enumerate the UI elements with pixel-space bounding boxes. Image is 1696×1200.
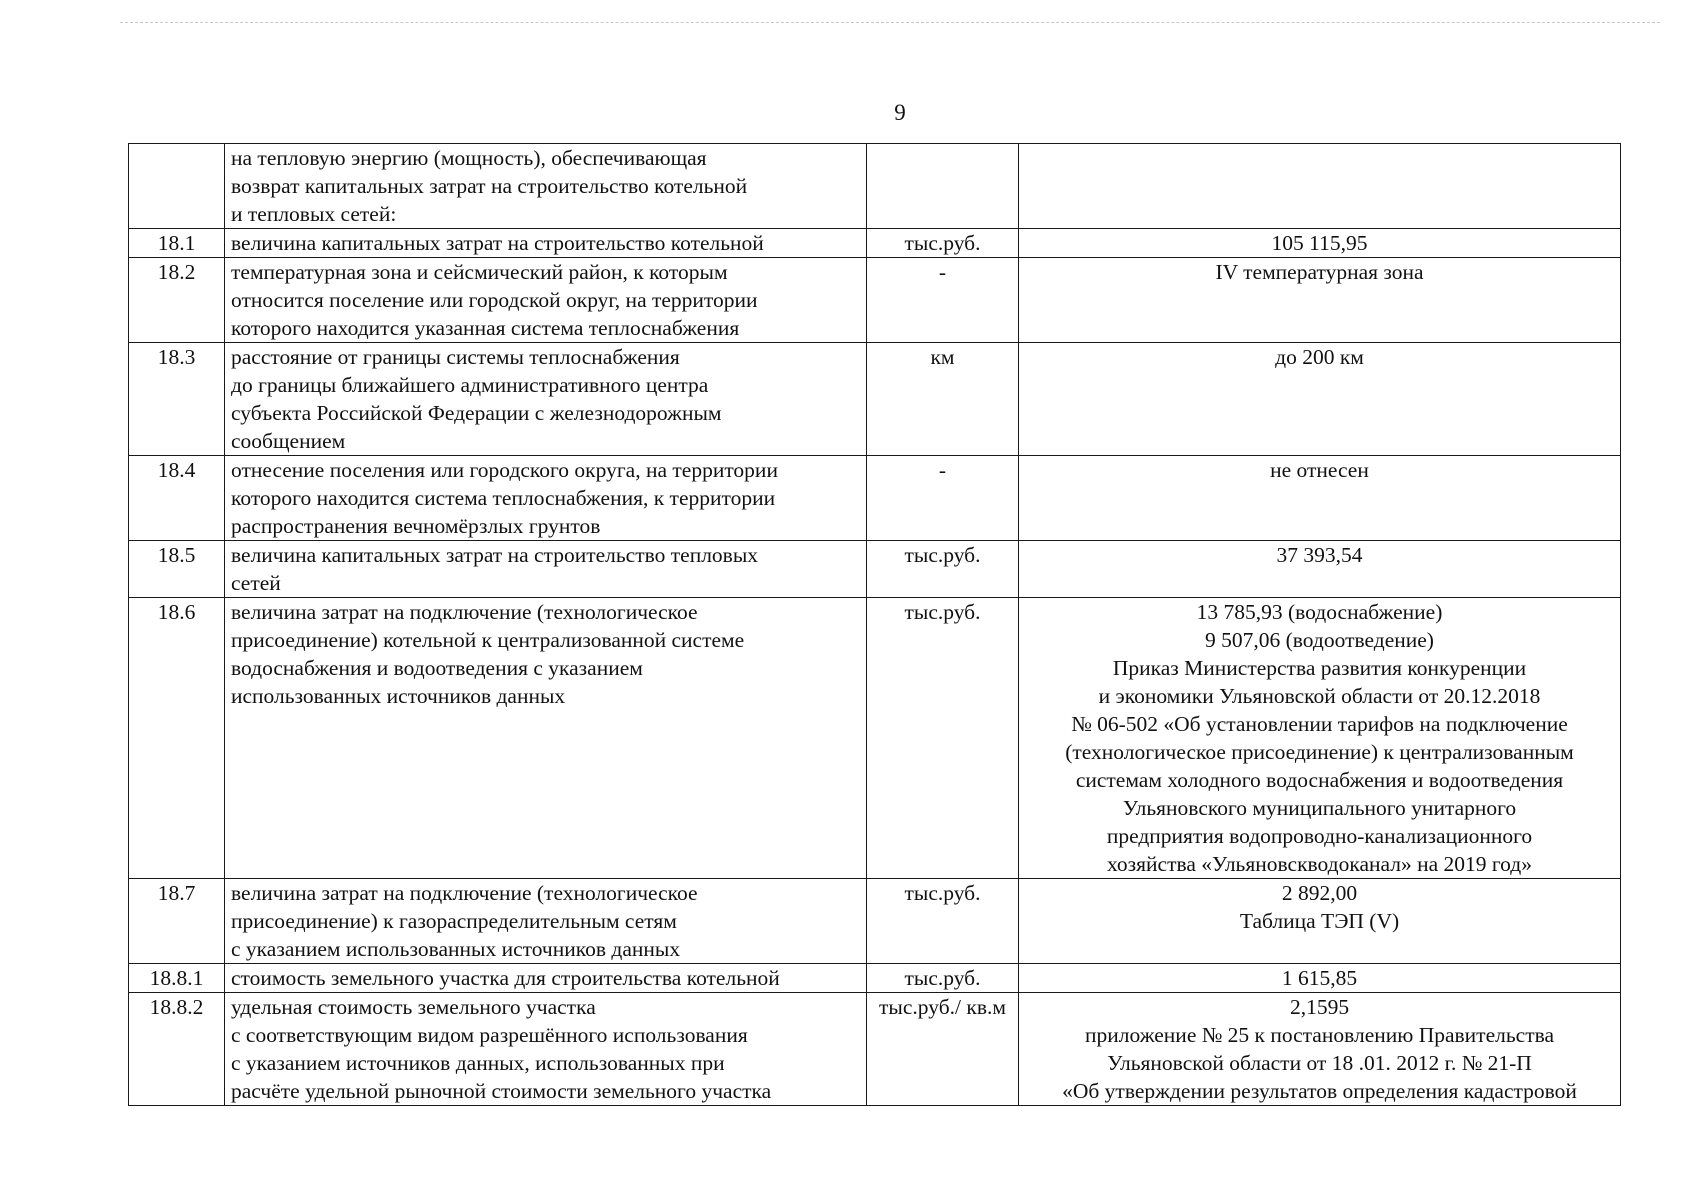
row-unit: тыс.руб./ кв.м [867, 993, 1019, 1106]
description-line: с указанием использованных источников данных [231, 937, 681, 961]
description-line: возврат капитальных затрат на строительство котельной [231, 174, 748, 198]
scan-edge-line [120, 22, 1660, 23]
description-line: величина капитальных затрат на строительство котельной [231, 231, 764, 255]
row-description [225, 343, 867, 456]
table-row [129, 993, 1621, 1106]
description-line: с указанием источников данных, использованных при [231, 1051, 725, 1075]
description-line: с соответствующим видом разрешённого использования [231, 1023, 748, 1047]
table-row [129, 258, 1621, 343]
row-description [225, 993, 867, 1106]
value-line: приложение № 25 к постановлению Правительства [1084, 1023, 1554, 1047]
row-number: 18.8.1 [129, 964, 225, 993]
description-line: расчёте удельной рыночной стоимости земельного участка [231, 1079, 772, 1103]
row-number: 18.1 [129, 229, 225, 258]
table-row [129, 144, 1621, 229]
description-line: до границы ближайшего административного центра [231, 373, 709, 397]
row-description [225, 456, 867, 541]
value-line: 13 785,93 (водоснабжение) [1196, 600, 1443, 624]
value-line: Ульяновской области от 18 .01. 2012 г. № 21-П [1107, 1051, 1532, 1075]
table-row [129, 879, 1621, 964]
description-line: которого находится система теплоснабжения, к территории [231, 486, 776, 510]
description-line: температурная зона и сейсмический район, к которым [231, 260, 728, 284]
row-value [1019, 229, 1621, 258]
description-line: расстояние от границы системы теплоснабжения [231, 345, 680, 369]
value-line: 2 892,00 [1281, 881, 1358, 905]
row-unit: тыс.руб. [867, 879, 1019, 964]
page-number: 9 [894, 100, 906, 125]
description-line: и тепловых сетей: [231, 202, 397, 226]
value-line: хозяйства «Ульяновскводоканал» на 2019 год» [1106, 852, 1532, 876]
row-description [225, 541, 867, 598]
description-line: распространения вечномёрзлых грунтов [231, 514, 601, 538]
row-value [1019, 541, 1621, 598]
description-line: на тепловую энергию (мощность), обеспечивающая [231, 146, 707, 170]
value-line: Таблица ТЭП (V) [1239, 909, 1400, 933]
description-line: сообщением [231, 429, 346, 453]
table-row [129, 541, 1621, 598]
description-line: которого находится указанная система теплоснабжения [231, 316, 740, 340]
description-line: присоединение) к газораспределительным сетям [231, 909, 677, 933]
value-line: и экономики Ульяновской области от 20.12.2018 [1098, 684, 1541, 708]
description-line: относится поселение или городской округ, на территории [231, 288, 758, 312]
row-value [1019, 879, 1621, 964]
row-description [225, 258, 867, 343]
row-description [225, 879, 867, 964]
description-line: водоснабжения и водоотведения с указанием [231, 656, 643, 680]
row-unit [867, 144, 1019, 229]
value-line: не отнесен [1270, 458, 1369, 482]
row-number: 18.2 [129, 258, 225, 343]
row-description [225, 598, 867, 879]
row-number: 18.3 [129, 343, 225, 456]
description-line: присоединение) котельной к централизованной системе [231, 628, 745, 652]
row-number: 18.4 [129, 456, 225, 541]
row-unit: - [867, 456, 1019, 541]
description-line: отнесение поселения или городского округа, на территории [231, 458, 778, 482]
table-row [129, 456, 1621, 541]
row-unit: км [867, 343, 1019, 456]
parameters-table [128, 143, 1621, 1106]
value-line: до 200 км [1275, 345, 1364, 369]
value-line: 9 507,06 (водоотведение) [1205, 628, 1434, 652]
description-line: использованных источников данных [231, 684, 566, 708]
value-line: Приказ Министерства развития конкуренции [1112, 656, 1527, 680]
row-unit: тыс.руб. [867, 229, 1019, 258]
description-line: субъекта Российской Федерации с железнодорожным [231, 401, 722, 425]
table-row [129, 343, 1621, 456]
row-value [1019, 993, 1621, 1106]
value-line: IV температурная зона [1215, 260, 1424, 284]
description-line: величина затрат на подключение (технологическое [231, 881, 698, 905]
table-row [129, 229, 1621, 258]
row-value [1019, 144, 1621, 229]
value-line: системам холодного водоснабжения и водоотведения [1075, 768, 1564, 792]
row-description [225, 964, 867, 993]
row-number: 18.8.2 [129, 993, 225, 1106]
value-line: 105 115,95 [1271, 231, 1368, 255]
value-line: предприятия водопроводно-канализационного [1106, 824, 1533, 848]
row-number [129, 144, 225, 229]
description-line: стоимость земельного участка для строительства котельной [231, 966, 780, 990]
table-row [129, 598, 1621, 879]
row-unit: тыс.руб. [867, 964, 1019, 993]
value-line: Ульяновского муниципального унитарного [1122, 796, 1517, 820]
row-unit: тыс.руб. [867, 541, 1019, 598]
description-line: величина затрат на подключение (технологическое [231, 600, 698, 624]
row-value [1019, 964, 1621, 993]
value-line: № 06-502 «Об установлении тарифов на подключение [1071, 712, 1568, 736]
row-value [1019, 258, 1621, 343]
row-number: 18.7 [129, 879, 225, 964]
row-value [1019, 456, 1621, 541]
row-number: 18.6 [129, 598, 225, 879]
row-unit: тыс.руб. [867, 598, 1019, 879]
value-line: 37 393,54 [1276, 543, 1363, 567]
row-description [225, 144, 867, 229]
row-unit: - [867, 258, 1019, 343]
description-line: сетей [231, 571, 281, 595]
value-line: 2,1595 [1289, 995, 1350, 1019]
value-line: «Об утверждении результатов определения кадастровой [1062, 1079, 1577, 1103]
table-body [129, 144, 1621, 1106]
row-value [1019, 598, 1621, 879]
row-description [225, 229, 867, 258]
description-line: удельная стоимость земельного участка [231, 995, 596, 1019]
row-number: 18.5 [129, 541, 225, 598]
value-line: 1 615,85 [1281, 966, 1358, 990]
description-line: величина капитальных затрат на строительство тепловых [231, 543, 759, 567]
value-line: (технологическое присоединение) к централизованным [1065, 740, 1574, 764]
table-row [129, 964, 1621, 993]
row-value [1019, 343, 1621, 456]
